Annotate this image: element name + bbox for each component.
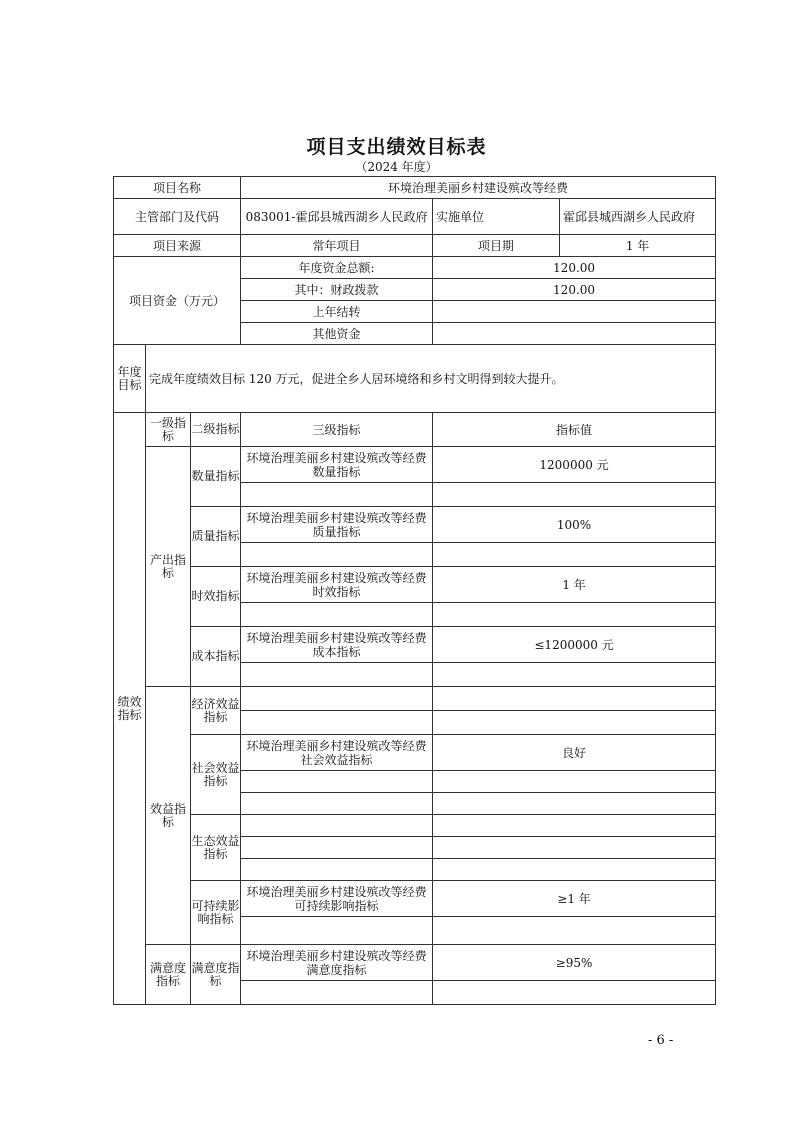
quality-indicator-value: 100% <box>433 507 716 543</box>
funds-total-value: 120.00 <box>433 257 716 279</box>
timeliness-indicator-label: 时效指标 <box>191 567 241 627</box>
table-row <box>114 735 716 771</box>
funds-label: 项目资金（万元） <box>114 257 241 345</box>
col-level1-header: 一级指标 <box>146 413 191 447</box>
sustainable-indicator-name: 环境治理美丽乡村建设殡改等经费可持续影响指标 <box>241 881 433 917</box>
table-row <box>114 945 716 981</box>
impl-unit-label: 实施单位 <box>433 199 560 235</box>
table-row <box>114 345 716 413</box>
page-title: 项目支出绩效目标表 <box>306 136 487 158</box>
dept-value: 083001-霍邱县城西湖乡人民政府 <box>241 199 433 235</box>
dept-label: 主管部门及代码 <box>114 199 241 235</box>
source-label: 项目来源 <box>114 235 241 257</box>
quantity-indicator-name: 环境治理美丽乡村建设殡改等经费数量指标 <box>241 447 433 483</box>
table-row <box>114 413 716 447</box>
ecological-indicator-label: 生态效益指标 <box>191 815 241 881</box>
benefit-indicator-label: 效益指标 <box>146 687 191 945</box>
table-row <box>114 257 716 279</box>
table-row <box>114 627 716 663</box>
period-value: 1 年 <box>560 235 716 257</box>
table-row <box>114 177 716 199</box>
social-indicator-label: 社会效益指标 <box>191 735 241 815</box>
quality-indicator-name: 环境治理美丽乡村建设殡改等经费质量指标 <box>241 507 433 543</box>
satisfaction-indicator-value: ≥95% <box>433 945 716 981</box>
source-value: 常年项目 <box>241 235 433 257</box>
economic-indicator-label: 经济效益指标 <box>191 687 241 735</box>
cost-indicator-value: ≤1200000 元 <box>433 627 716 663</box>
project-name-label: 项目名称 <box>114 177 241 199</box>
timeliness-indicator-value: 1 年 <box>433 567 716 603</box>
cost-indicator-label: 成本指标 <box>191 627 241 687</box>
timeliness-indicator-name: 环境治理美丽乡村建设殡改等经费时效指标 <box>241 567 433 603</box>
project-name-value: 环境治理美丽乡村建设殡改等经费 <box>241 177 716 199</box>
funds-fiscal-value: 120.00 <box>433 279 716 301</box>
satisfaction-indicator-label: 满意度指标 <box>146 945 191 1005</box>
annual-goal-text: 完成年度绩效目标 120 万元，促进全乡人居环境络和乡村文明得到较大提升。 <box>146 345 716 413</box>
indicators-section-label: 绩效指标 <box>114 413 146 1005</box>
impl-unit-value: 霍邱县城西湖乡人民政府 <box>560 199 716 235</box>
funds-other-value <box>433 323 716 345</box>
year-subtitle: （2024 年度） <box>355 160 438 174</box>
period-label: 项目期 <box>433 235 560 257</box>
table-row <box>114 815 716 837</box>
cost-indicator-name: 环境治理美丽乡村建设殡改等经费成本指标 <box>241 627 433 663</box>
funds-other-label: 其他资金 <box>241 323 433 345</box>
col-level2-header: 二级指标 <box>191 413 241 447</box>
satisfaction-indicator-name: 环境治理美丽乡村建设殡改等经费满意度指标 <box>241 945 433 981</box>
table-row <box>114 199 716 235</box>
table-row <box>114 507 716 543</box>
social-indicator-name: 环境治理美丽乡村建设殡改等经费社会效益指标 <box>241 735 433 771</box>
table-row <box>114 235 716 257</box>
social-indicator-value: 良好 <box>433 735 716 771</box>
performance-target-table <box>113 176 716 1005</box>
table-row <box>114 881 716 917</box>
annual-goal-label: 年度目标 <box>114 345 146 413</box>
quantity-indicator-label: 数量指标 <box>191 447 241 507</box>
page-number: - 6 - <box>648 1033 674 1048</box>
quantity-indicator-value: 1200000 元 <box>433 447 716 483</box>
funds-carry-value <box>433 301 716 323</box>
output-indicator-label: 产出指标 <box>146 447 191 687</box>
col-value-header: 指标值 <box>433 413 716 447</box>
sustainable-indicator-value: ≥1 年 <box>433 881 716 917</box>
col-level3-header: 三级指标 <box>241 413 433 447</box>
table-row <box>114 687 716 711</box>
funds-fiscal-label: 其中：财政拨款 <box>241 279 433 301</box>
funds-total-label: 年度资金总额: <box>241 257 433 279</box>
satisfaction-sub-indicator-label: 满意度指标 <box>191 945 241 1005</box>
table-row <box>114 567 716 603</box>
sustainable-indicator-label: 可持续影响指标 <box>191 881 241 945</box>
table-row <box>114 447 716 483</box>
funds-carry-label: 上年结转 <box>241 301 433 323</box>
quality-indicator-label: 质量指标 <box>191 507 241 567</box>
